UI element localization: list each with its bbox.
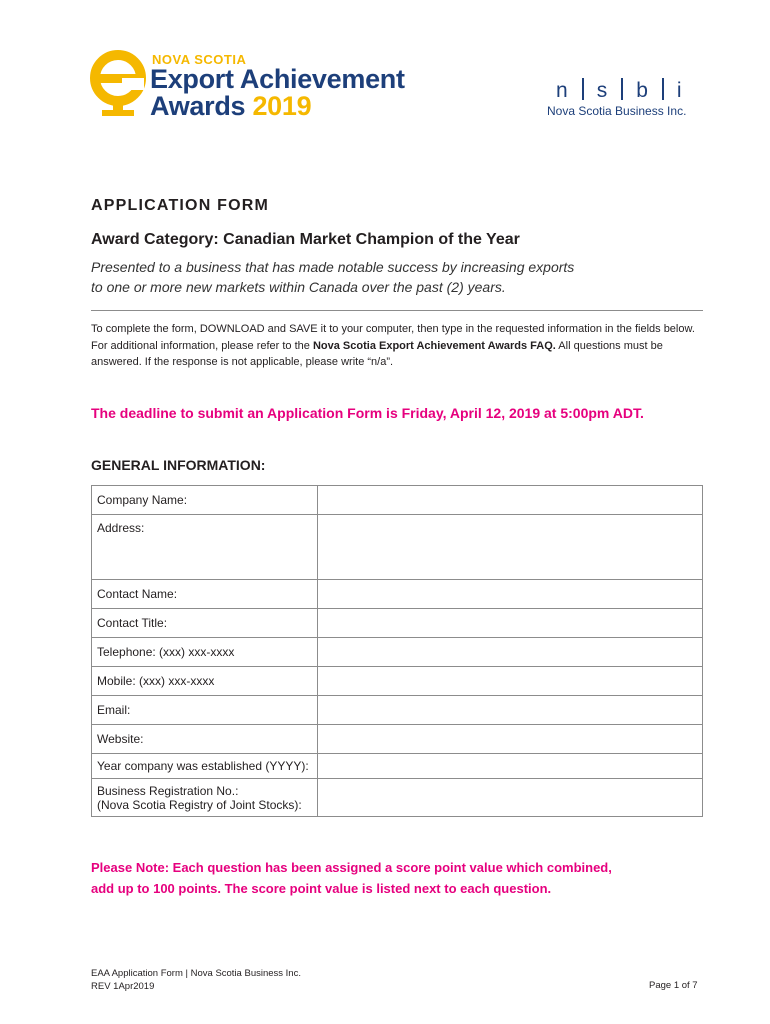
nsbi-letter: n bbox=[556, 79, 569, 102]
year-established-field[interactable] bbox=[318, 754, 703, 779]
table-row bbox=[92, 580, 703, 609]
score-note-line2: add up to 100 points. The score point value is listed next to each question. bbox=[91, 881, 552, 896]
email-label: Email: bbox=[92, 696, 318, 725]
website-field[interactable] bbox=[318, 725, 703, 754]
eaa-logo-icon bbox=[86, 48, 150, 118]
instructions-text-end: All questions must be answered. If the response is not applicable, please write “n/a”. bbox=[91, 339, 663, 368]
nsbi-divider bbox=[662, 78, 664, 100]
deadline-notice: The deadline to submit an Application Form is Friday, April 12, 2019 at 5:00pm ADT. bbox=[91, 405, 644, 421]
score-note-line1: Please Note: Each question has been assigned a score point value which combined, bbox=[91, 860, 612, 875]
nsbi-divider bbox=[621, 78, 623, 100]
logo-year: 2019 bbox=[252, 91, 312, 121]
address-field[interactable] bbox=[318, 515, 703, 580]
nsbi-letter: i bbox=[676, 79, 683, 102]
table-row bbox=[92, 725, 703, 754]
contact-title-label: Contact Title: bbox=[92, 609, 318, 638]
website-label: Website: bbox=[92, 725, 318, 754]
year-established-label: Year company was established (YYYY): bbox=[92, 754, 318, 779]
logo-small-text: NOVA SCOTIA bbox=[152, 52, 247, 67]
footer-left bbox=[91, 967, 301, 993]
footer-doc-title: EAA Application Form | Nova Scotia Business Inc. bbox=[91, 968, 301, 979]
general-info-heading: GENERAL INFORMATION: bbox=[91, 457, 266, 473]
contact-title-field[interactable] bbox=[318, 609, 703, 638]
nsbi-company-name: Nova Scotia Business Inc. bbox=[547, 104, 687, 118]
general-info-table bbox=[91, 485, 703, 817]
company-name-field[interactable] bbox=[318, 486, 703, 515]
table-row bbox=[92, 609, 703, 638]
table-row bbox=[92, 486, 703, 515]
table-row bbox=[92, 779, 703, 817]
logo-title-line2 bbox=[150, 91, 311, 122]
business-registration-field[interactable] bbox=[318, 779, 703, 817]
business-registration-label-line2: (Nova Scotia Registry of Joint Stocks): bbox=[97, 797, 302, 812]
mobile-field[interactable] bbox=[318, 667, 703, 696]
contact-name-label: Contact Name: bbox=[92, 580, 318, 609]
instructions-paragraph bbox=[91, 321, 703, 371]
contact-name-field[interactable] bbox=[318, 580, 703, 609]
table-row bbox=[92, 754, 703, 779]
award-description-line1: Presented to a business that has made notable success by increasing exports bbox=[91, 259, 575, 275]
award-description-line2: to one or more new markets within Canada over the past (2) years. bbox=[91, 279, 506, 295]
address-label: Address: bbox=[92, 515, 318, 580]
page-number: Page 1 of 7 bbox=[649, 980, 698, 991]
footer-revision: REV 1Apr2019 bbox=[91, 981, 155, 992]
award-description bbox=[91, 257, 651, 297]
nsbi-divider bbox=[582, 78, 584, 100]
award-category: Award Category: Canadian Market Champion of the Year bbox=[91, 231, 520, 248]
nsbi-logo bbox=[556, 78, 683, 103]
telephone-field[interactable] bbox=[318, 638, 703, 667]
email-field[interactable] bbox=[318, 696, 703, 725]
table-row bbox=[92, 515, 703, 580]
section-divider bbox=[91, 310, 703, 311]
table-row bbox=[92, 696, 703, 725]
telephone-label: Telephone: (xxx) xxx-xxxx bbox=[92, 638, 318, 667]
score-note bbox=[91, 857, 711, 899]
faq-reference: Nova Scotia Export Achievement Awards FAQ. bbox=[312, 339, 556, 352]
company-name-label: Company Name: bbox=[92, 486, 318, 515]
nsbi-letter: s bbox=[596, 79, 609, 102]
nsbi-letter: b bbox=[636, 79, 649, 102]
business-registration-label bbox=[92, 779, 318, 817]
mobile-label: Mobile: (xxx) xxx-xxxx bbox=[92, 667, 318, 696]
business-registration-label-line1: Business Registration No.: bbox=[97, 783, 239, 798]
logo-awards-word: Awards bbox=[150, 91, 246, 121]
logo-title-line1: Export Achievement bbox=[150, 64, 405, 94]
instructions-text: To complete the form, DOWNLOAD and SAVE it to your computer, then type in the requested information in the fields below. For additional information, please refer to the bbox=[91, 323, 695, 352]
page-title: APPLICATION FORM bbox=[91, 197, 270, 214]
table-row bbox=[92, 667, 703, 696]
table-row bbox=[92, 638, 703, 667]
